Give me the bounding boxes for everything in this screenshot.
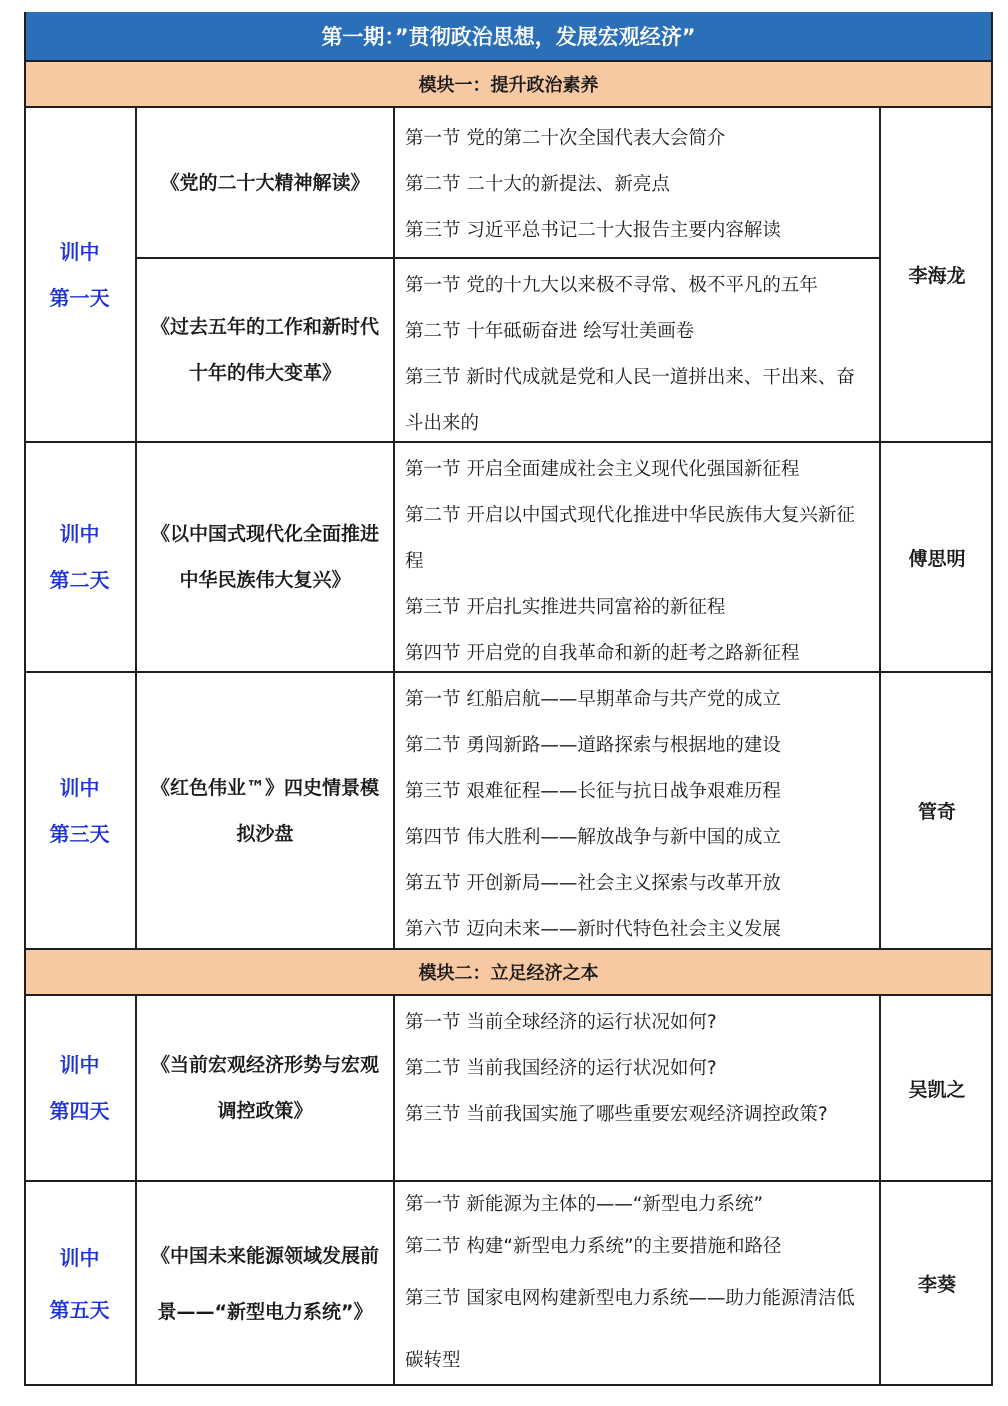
module-header-1: 模块一：提升政治素养 [24,62,993,106]
section-item: 第三节 国家电网构建新型电力系统——助力能源清洁低碳转型 [405,1288,855,1371]
grid-line [24,106,993,108]
section-item: 第二节 构建“新型电力系统”的主要措施和路径 [405,1236,782,1257]
section-item: 第三节 开启扎实推进共同富裕的新征程 [405,597,726,618]
grid-line [24,994,993,996]
course-title-3: 《红色伟业™》四史情景模拟沙盘 [150,776,379,845]
grid-line [24,1180,993,1182]
grid-line [879,994,881,1386]
grid-line [991,12,993,1386]
teacher-5: 李葵 [917,1274,956,1296]
section-item: 第一节 党的第二十次全国代表大会简介 [405,128,726,149]
section-item: 第六节 迈向未来——新时代特色社会主义发展 [405,919,781,940]
day-prefix: 训中 [59,1245,100,1270]
day-name: 第五天 [49,1297,110,1322]
section-item: 第三节 习近平总书记二十大报告主要内容解读 [405,220,781,241]
teacher-1: 李海龙 [908,265,966,287]
section-item: 第一节 新能源为主体的——“新型电力系统” [405,1194,764,1215]
day-label-1 [24,108,135,441]
section-item: 第二节 勇闯新路——道路探索与根据地的建设 [405,735,781,756]
teacher-4: 吴凯之 [908,1078,966,1101]
day-prefix: 训中 [59,522,100,546]
section-item: 第三节 艰难征程——长征与抗日战争艰难历程 [405,781,781,802]
section-item: 第三节 新时代成就是党和人民一道拼出来、干出来、奋斗出来的 [405,367,855,434]
module-header-2: 模块二：立足经济之本 [24,950,993,994]
section-item: 第二节 二十大的新提法、新亮点 [405,174,670,195]
grid-line [393,106,395,948]
grid-line [24,948,993,950]
section-item: 第四节 开启党的自我革命和新的赶考之路新征程 [405,643,800,664]
section-item: 第二节 当前我国经济的运行状况如何? [405,1058,717,1079]
course-title-4: 《当前宏观经济形势与宏观调控政策》 [150,1054,379,1122]
grid-line [879,106,881,948]
day-label-5 [24,1182,135,1385]
table-title: 第一期：”贯彻政治思想，发展宏观经济” [24,12,993,60]
day-name: 第四天 [49,1099,110,1123]
grid-line [24,60,993,62]
course-title-1a: 《党的二十大精神解读》 [160,171,370,194]
course-title-1b: 《过去五年的工作和新时代十年的伟大变革》 [150,316,379,384]
day-name: 第三天 [49,821,110,846]
section-item: 第一节 当前全球经济的运行状况如何? [405,1012,717,1033]
section-item: 第三节 当前我国实施了哪些重要宏观经济调控政策? [405,1104,828,1125]
day-label-3 [24,673,135,948]
grid-line [24,1384,993,1386]
day-prefix: 训中 [59,239,100,264]
section-list-2 [395,443,879,671]
day-name: 第一天 [49,285,110,310]
grid-line [135,106,137,948]
teacher-2: 傅思明 [908,547,966,570]
day-label-4 [24,996,135,1180]
section-item: 第二节 十年砥砺奋进 绘写壮美画卷 [405,321,695,342]
teacher-3: 管奇 [917,801,956,823]
grid-line [24,441,993,443]
section-item: 第一节 开启全面建成社会主义现代化强国新征程 [405,459,800,480]
section-list-5 [395,1182,879,1385]
section-list-1b [395,259,879,441]
section-item: 第一节 党的十九大以来极不寻常、极不平凡的五年 [405,275,818,296]
section-item: 第二节 开启以中国式现代化推进中华民族伟大复兴新征程 [405,505,855,572]
grid-line [24,12,26,1386]
course-title-5: 《中国未来能源领域发展前景——“新型电力系统”》 [150,1244,379,1323]
grid-line [135,257,881,259]
section-item: 第五节 开创新局——社会主义探索与改革开放 [405,873,781,894]
day-name: 第二天 [49,568,110,592]
section-list-1a [395,108,879,257]
section-list-3 [395,673,879,948]
day-label-2 [24,443,135,671]
grid-line [135,994,137,1386]
grid-line [393,994,395,1386]
section-item: 第一节 红船启航——早期革命与共产党的成立 [405,689,781,710]
section-item: 第四节 伟大胜利——解放战争与新中国的成立 [405,827,781,848]
course-title-2: 《以中国式现代化全面推进中华民族伟大复兴》 [150,523,379,591]
day-prefix: 训中 [59,1053,100,1077]
schedule-table [24,12,993,1386]
grid-line [24,671,993,673]
day-prefix: 训中 [59,775,100,800]
section-list-4 [395,996,879,1180]
